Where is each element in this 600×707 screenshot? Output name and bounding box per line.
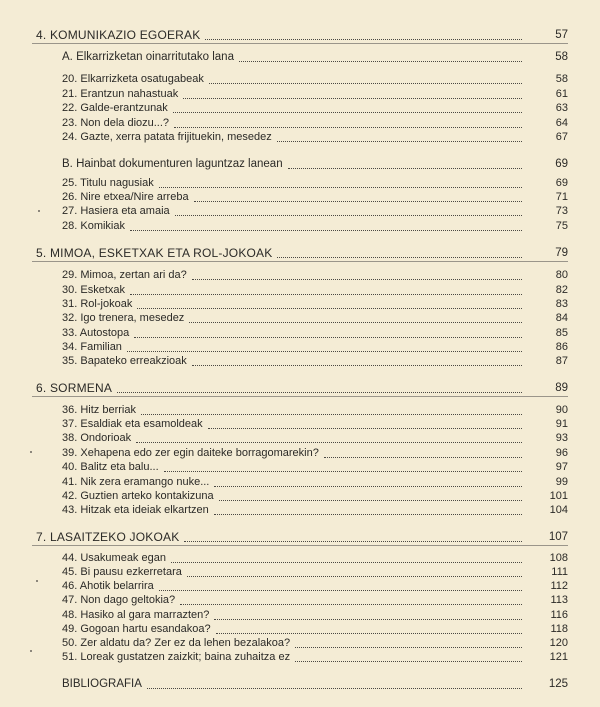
toc-entry-number: 42. — [62, 490, 78, 502]
toc-page-number: 96 — [555, 447, 568, 459]
toc-leader-dots — [277, 255, 522, 258]
toc-entry-text: Hitz berriak — [80, 404, 136, 416]
toc-entry-text: Familian — [80, 341, 122, 353]
toc-entry-text: Non dago geltokia? — [80, 594, 176, 606]
toc-entry-title — [62, 219, 125, 233]
toc-leader-dots — [205, 37, 522, 40]
chapter-underline — [32, 545, 568, 546]
toc-leader-dots — [141, 412, 522, 415]
toc-entry-number: 40. — [62, 461, 78, 473]
toc-item-row[interactable] — [0, 417, 600, 431]
toc-leader-dots — [127, 349, 522, 352]
toc-leader-dots — [175, 213, 522, 216]
toc-item-row[interactable] — [0, 101, 600, 115]
toc-entry-title — [62, 593, 175, 607]
toc-entry-text: Ondorioak — [80, 432, 132, 444]
chapter-underline — [32, 261, 568, 262]
toc-page-number: 111 — [551, 566, 568, 578]
toc-page-number: 58 — [555, 51, 568, 63]
toc-entry-title — [62, 417, 203, 431]
toc-entry-number: 6. — [36, 381, 47, 395]
toc-entry-number: 43. — [62, 504, 78, 516]
toc-entry-text: Ahotik belarrira — [79, 580, 154, 592]
toc-entry-text: Komikiak — [80, 220, 125, 232]
toc-entry-text: MIMOA, ESKETXAK ETA ROL-JOKOAK — [49, 246, 273, 260]
toc-page-number: 80 — [555, 269, 568, 281]
toc-entry-text: Xehapena edo zer egin daiteke borragomarekin? — [80, 447, 319, 459]
toc-page-number: 63 — [555, 102, 568, 114]
toc-item-row[interactable] — [0, 565, 600, 579]
toc-entry-text: Nik zera eramango nuke... — [80, 476, 210, 488]
toc-entry-number: 28. — [62, 220, 78, 232]
toc-page-number: 86 — [555, 341, 568, 353]
toc-entry-text: Elkarrizketa osatugabeak — [80, 73, 204, 85]
toc-entry-title — [62, 72, 204, 86]
toc-leader-dots — [192, 363, 522, 366]
toc-leader-dots — [164, 469, 522, 472]
toc-page-number: 87 — [555, 355, 568, 367]
toc-entry-text: Esaldiak eta esamoldeak — [80, 418, 203, 430]
toc-page-number: 79 — [555, 247, 568, 259]
toc-page-number: 64 — [555, 117, 568, 129]
toc-entry-title — [36, 381, 112, 395]
toc-item-row[interactable] — [0, 593, 600, 607]
toc-leader-dots — [180, 602, 522, 605]
toc-entry-title — [62, 176, 154, 190]
toc-entry-text: Loreak gustatzen zaizkit; baina zuhaitza ez — [80, 651, 291, 663]
toc-page-number: 99 — [555, 476, 568, 488]
toc-item-row[interactable] — [0, 551, 600, 565]
toc-leader-dots — [137, 306, 522, 309]
toc-page-number: 121 — [549, 651, 568, 663]
chapter-underline — [32, 43, 568, 44]
toc-page-number: 71 — [555, 191, 568, 203]
toc-page-number: 116 — [550, 609, 568, 621]
toc-entry-number: 22. — [62, 102, 78, 114]
toc-entry-title — [36, 28, 200, 42]
toc-entry-number: 37. — [62, 418, 78, 430]
toc-entry-title — [62, 311, 184, 325]
toc-entry-title — [62, 204, 170, 218]
toc-entry-title — [62, 157, 283, 171]
print-speck — [30, 650, 32, 652]
toc-entry-title — [62, 431, 131, 445]
toc-page-number: 91 — [555, 418, 568, 430]
toc-entry-text: Igo trenera, mesedez — [80, 312, 185, 324]
toc-item-row[interactable] — [0, 176, 600, 190]
toc-leader-dots — [159, 588, 522, 591]
toc-entry-number: 29. — [62, 269, 78, 281]
toc-entry-number: 50. — [62, 637, 78, 649]
toc-page-number: 82 — [555, 284, 568, 296]
toc-entry-text: Hainbat dokumenturen laguntzaz lanean — [76, 158, 283, 170]
toc-entry-title — [62, 326, 129, 340]
toc-entry-title — [62, 622, 211, 636]
toc-entry-title — [62, 475, 209, 489]
toc-entry-text: Balitz eta balu... — [80, 461, 159, 473]
toc-entry-title — [62, 579, 154, 593]
toc-entry-title — [36, 246, 272, 260]
toc-chapter-row[interactable] — [0, 381, 600, 395]
toc-entry-number: 32. — [62, 312, 78, 324]
toc-item-row[interactable] — [0, 219, 600, 233]
toc-entry-title — [62, 565, 182, 579]
toc-entry-text: Hasiera eta amaia — [80, 205, 170, 217]
toc-entry-text: Mimoa, zertan ari da? — [80, 269, 187, 281]
toc-page-number: 108 — [549, 552, 568, 564]
toc-item-row[interactable] — [0, 297, 600, 311]
toc-item-row[interactable] — [0, 326, 600, 340]
toc-leader-dots — [295, 645, 522, 648]
toc-entry-text: Usakumeak egan — [80, 552, 166, 564]
toc-item-row[interactable] — [0, 403, 600, 417]
print-speck — [38, 210, 40, 212]
toc-entry-title — [62, 551, 166, 565]
toc-entry-title — [62, 503, 209, 517]
toc-item-row[interactable] — [0, 72, 600, 86]
toc-entry-text: Hitzak eta ideiak elkartzen — [80, 504, 209, 516]
toc-leader-dots — [117, 390, 522, 393]
toc-item-row[interactable] — [0, 489, 600, 503]
toc-item-row[interactable] — [0, 190, 600, 204]
toc-entry-title — [62, 283, 125, 297]
toc-entry-title — [62, 636, 290, 650]
toc-page-number: 61 — [555, 88, 568, 100]
toc-page-number: 112 — [550, 580, 568, 592]
toc-leader-dots — [214, 484, 522, 487]
toc-page-number: 57 — [555, 29, 568, 41]
toc-entry-number: B. — [62, 158, 73, 170]
toc-page-number: 107 — [548, 531, 568, 543]
toc-leader-dots — [136, 440, 522, 443]
toc-leader-dots — [277, 139, 522, 142]
toc-entry-number: 24. — [62, 131, 78, 143]
toc-leader-dots — [324, 455, 522, 458]
toc-entry-number: 48. — [62, 609, 78, 621]
toc-entry-number: 41. — [62, 476, 78, 488]
toc-entry-number: 45. — [62, 566, 78, 578]
toc-item-row[interactable] — [0, 503, 600, 517]
toc-item-row[interactable] — [0, 636, 600, 650]
toc-page-number: 58 — [555, 73, 568, 85]
toc-leader-dots — [183, 96, 522, 99]
toc-entry-text: Titulu nagusiak — [80, 177, 154, 189]
toc-entry-number: 27. — [62, 205, 78, 217]
toc-entry-text: Zer aldatu da? Zer ez da lehen bezalakoa? — [80, 637, 291, 649]
toc-item-row[interactable] — [0, 130, 600, 144]
toc-entry-number: 36. — [62, 404, 78, 416]
toc-leader-dots — [214, 617, 522, 620]
toc-entry-text: KOMUNIKAZIO EGOERAK — [49, 28, 201, 42]
toc-leader-dots — [174, 125, 522, 128]
toc-page-number: 84 — [555, 312, 568, 324]
toc-item-row[interactable] — [0, 579, 600, 593]
toc-entry-number: 33. — [62, 327, 78, 339]
toc-entry-title — [62, 130, 272, 144]
toc-item-row[interactable] — [0, 87, 600, 101]
toc-entry-text: Gogoan hartu esandakoa? — [80, 623, 211, 635]
toc-entry-number: 7. — [36, 530, 47, 544]
toc-entry-title — [62, 50, 234, 64]
toc-section-row[interactable] — [0, 50, 600, 64]
toc-entry-number: 26. — [62, 191, 78, 203]
toc-entry-number: 46. — [62, 580, 78, 592]
toc-section-row[interactable] — [0, 157, 600, 171]
toc-entry-title — [62, 297, 132, 311]
toc-item-row[interactable] — [0, 311, 600, 325]
toc-leader-dots — [130, 292, 522, 295]
toc-entry-text: Bapateko erreakzioak — [80, 355, 187, 367]
toc-entry-text: Autostopa — [79, 327, 130, 339]
toc-item-row[interactable] — [0, 622, 600, 636]
toc-leader-dots — [219, 498, 522, 501]
toc-leader-dots — [187, 574, 522, 577]
print-speck — [30, 451, 32, 453]
toc-page-number: 73 — [555, 205, 568, 217]
toc-entry-text: Esketxak — [80, 284, 125, 296]
toc-item-row[interactable] — [0, 475, 600, 489]
toc-chapter-row[interactable] — [0, 28, 600, 42]
toc-entry-title — [62, 446, 319, 460]
toc-page-number: 67 — [555, 131, 568, 143]
toc-page-number: 125 — [548, 678, 568, 690]
toc-page-number: 101 — [549, 490, 568, 502]
toc-entry-text: SORMENA — [49, 381, 113, 395]
toc-leader-dots — [288, 166, 522, 169]
toc-bibliography-row[interactable] — [0, 677, 600, 691]
toc-page-number: 69 — [555, 158, 568, 170]
toc-entry-title — [62, 116, 169, 130]
toc-entry-number: 4. — [36, 28, 47, 42]
toc-leader-dots — [192, 277, 522, 280]
toc-entry-number: 35. — [62, 355, 78, 367]
toc-entry-text: Erantzun nahastuak — [80, 88, 179, 100]
toc-leader-dots — [159, 185, 522, 188]
toc-entry-text: Guztien arteko kontakizuna — [80, 490, 214, 502]
toc-entry-number: 20. — [62, 73, 78, 85]
toc-page-number: 104 — [549, 504, 568, 516]
toc-entry-number: 25. — [62, 177, 78, 189]
toc-leader-dots — [147, 686, 522, 689]
toc-item-row[interactable] — [0, 340, 600, 354]
toc-entry-title — [62, 87, 178, 101]
toc-leader-dots — [171, 560, 522, 563]
toc-entry-title — [62, 460, 159, 474]
toc-entry-title — [62, 403, 136, 417]
toc-entry-number: 34. — [62, 341, 78, 353]
toc-entry-title — [62, 650, 290, 664]
toc-leader-dots — [295, 659, 522, 662]
toc-chapter-row[interactable] — [0, 246, 600, 260]
toc-entry-text: BIBLIOGRAFIA — [62, 678, 142, 690]
toc-entry-number: 49. — [62, 623, 78, 635]
toc-entry-title — [62, 677, 142, 691]
toc-entry-number: 47. — [62, 594, 78, 606]
toc-entry-title — [36, 530, 179, 544]
toc-entry-text: Elkarrizketan oinarritutako lana — [76, 51, 234, 63]
toc-item-row[interactable] — [0, 204, 600, 218]
toc-item-row[interactable] — [0, 116, 600, 130]
toc-entry-text: Hasiko al gara marrazten? — [80, 609, 210, 621]
toc-page-number: 120 — [549, 637, 568, 649]
toc-item-row[interactable] — [0, 354, 600, 368]
toc-page-number: 93 — [555, 432, 568, 444]
toc-entry-text: Non dela diozu...? — [80, 117, 170, 129]
toc-item-row[interactable] — [0, 608, 600, 622]
toc-page-number: 75 — [555, 220, 568, 232]
toc-leader-dots — [130, 228, 522, 231]
toc-leader-dots — [209, 81, 522, 84]
toc-leader-dots — [194, 199, 522, 202]
toc-item-row[interactable] — [0, 431, 600, 445]
toc-entry-text: Gazte, xerra patata frijituekin, mesedez — [80, 131, 272, 143]
toc-entry-number: 23. — [62, 117, 78, 129]
toc-entry-title — [62, 190, 189, 204]
toc-item-row[interactable] — [0, 460, 600, 474]
toc-item-row[interactable] — [0, 446, 600, 460]
toc-entry-number: A. — [62, 51, 73, 63]
toc-entry-number: 5. — [36, 246, 47, 260]
toc-chapter-row[interactable] — [0, 530, 600, 544]
toc-leader-dots — [214, 512, 522, 515]
toc-entry-title — [62, 489, 214, 503]
toc-page-number: 97 — [555, 461, 568, 473]
toc-page-number: 90 — [555, 404, 568, 416]
toc-entry-number: 51. — [62, 651, 78, 663]
toc-entry-number: 44. — [62, 552, 78, 564]
toc-entry-text: Rol-jokoak — [80, 298, 133, 310]
toc-page-number: 83 — [555, 298, 568, 310]
toc-leader-dots — [189, 320, 522, 323]
toc-leader-dots — [134, 335, 522, 338]
toc-page-number: 118 — [550, 623, 568, 635]
toc-leader-dots — [208, 426, 522, 429]
toc-entry-number: 31. — [62, 298, 78, 310]
toc-leader-dots — [184, 539, 522, 542]
toc-entry-number: 38. — [62, 432, 78, 444]
print-speck — [36, 580, 38, 582]
toc-page-number: 113 — [550, 594, 568, 606]
toc-leader-dots — [173, 110, 522, 113]
toc-entry-number: 30. — [62, 284, 78, 296]
toc-item-row[interactable] — [0, 283, 600, 297]
toc-item-row[interactable] — [0, 650, 600, 664]
toc-entry-text: LASAITZEKO JOKOAK — [49, 530, 180, 544]
toc-entry-text: Nire etxea/Nire arreba — [80, 191, 189, 203]
toc-entry-title — [62, 340, 122, 354]
toc-entry-text: Galde-erantzunak — [80, 102, 168, 114]
chapter-underline — [32, 396, 568, 397]
toc-entry-number: 39. — [62, 447, 78, 459]
toc-leader-dots — [239, 59, 522, 62]
toc-entry-title — [62, 101, 168, 115]
toc-page-number: 85 — [555, 327, 568, 339]
toc-page-number: 69 — [555, 177, 568, 189]
toc-page-number: 89 — [555, 382, 568, 394]
toc-entry-title — [62, 354, 187, 368]
toc-entry-text: Bi pausu ezkerretara — [80, 566, 182, 578]
toc-entry-title — [62, 608, 209, 622]
toc-item-row[interactable] — [0, 268, 600, 282]
toc-entry-number: 21. — [62, 88, 78, 100]
toc-leader-dots — [216, 631, 522, 634]
toc-entry-title — [62, 268, 187, 282]
